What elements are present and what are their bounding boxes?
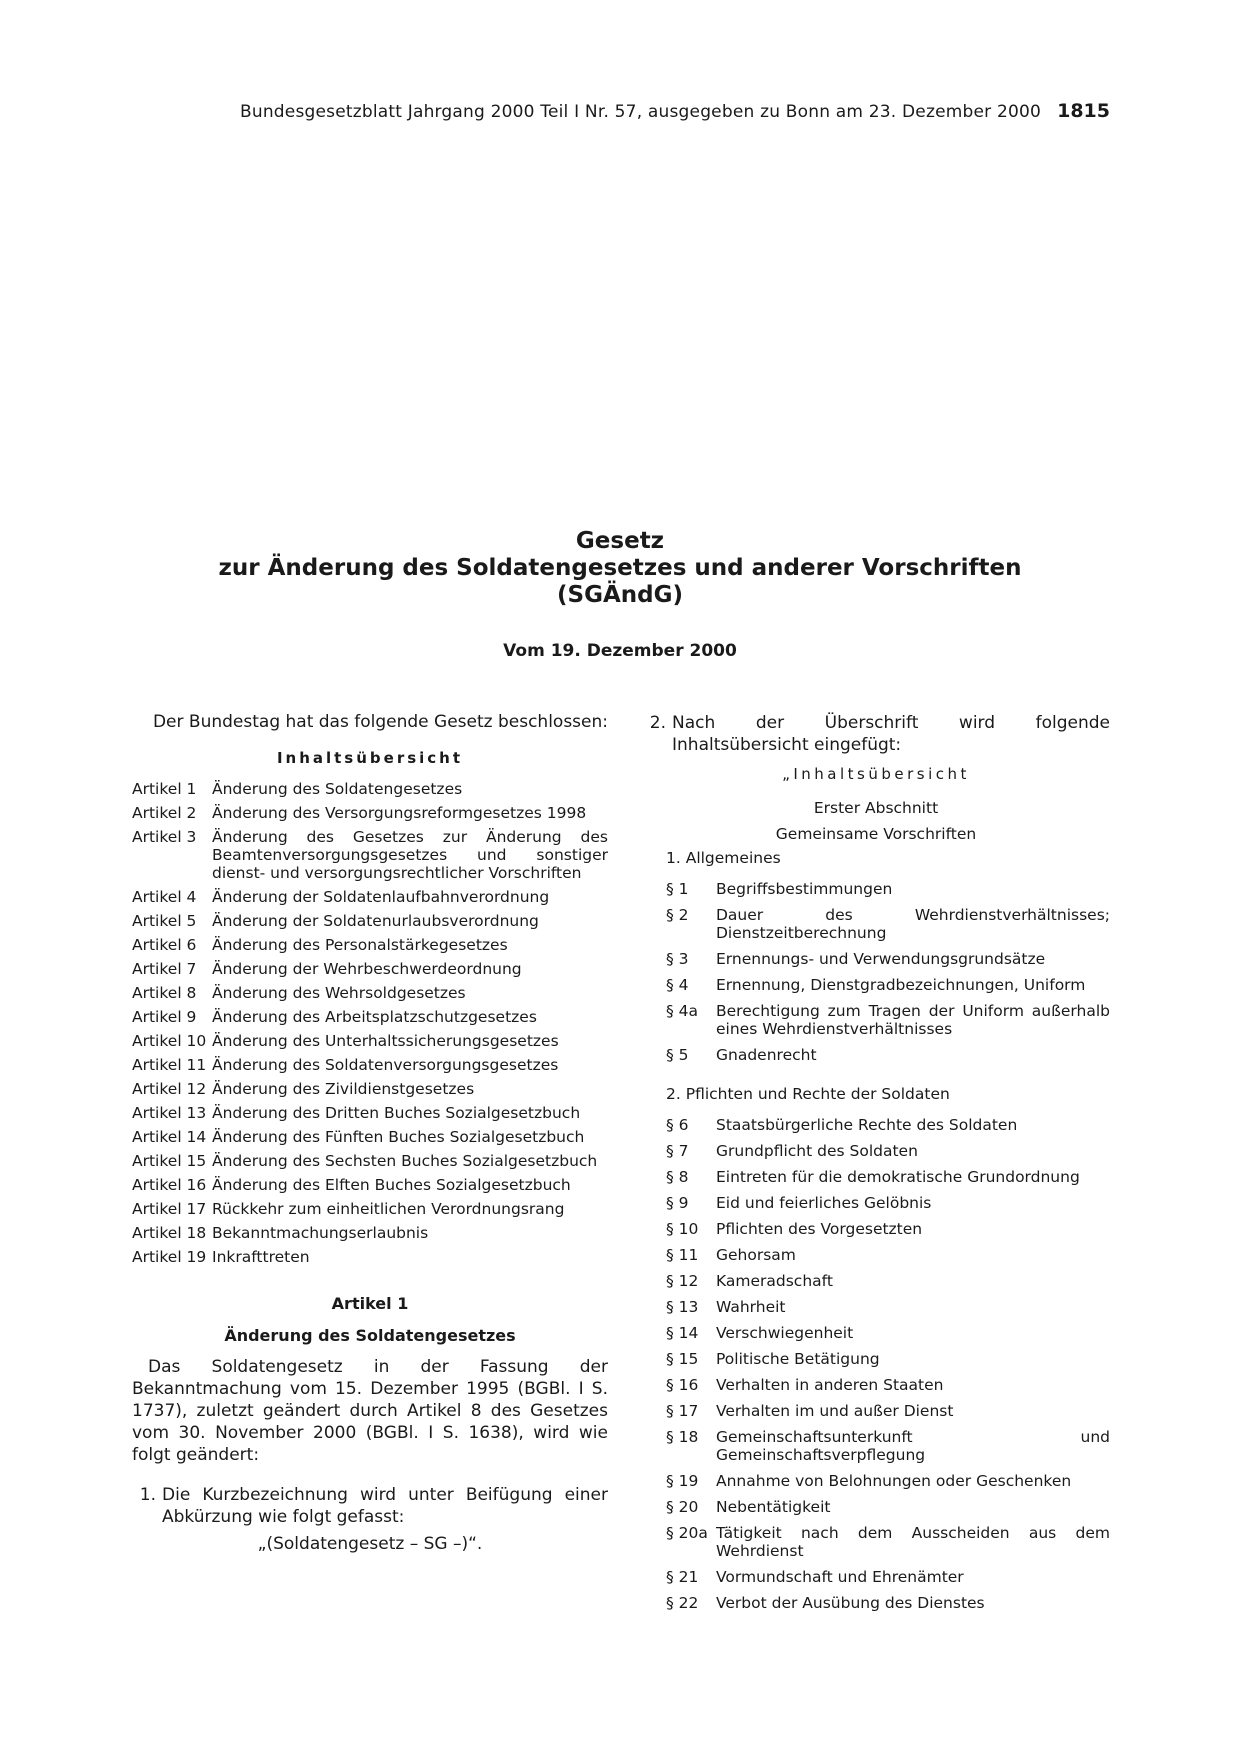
paragraph-entry-text: Gehorsam — [716, 1246, 796, 1264]
paragraph-entry — [666, 906, 1110, 942]
paragraph-entry-label: § 1 — [666, 880, 689, 898]
paragraph-entry — [666, 976, 1110, 994]
toc-entry-text: Änderung des Sechsten Buches Sozialgesetzbuch — [212, 1152, 598, 1170]
toc-entry-label: Artikel 12 — [132, 1080, 207, 1098]
paragraph-entry-label: § 21 — [666, 1568, 699, 1586]
left-column — [132, 712, 608, 1554]
toc-entry-label: Artikel 10 — [132, 1032, 207, 1050]
toc-entry-text: Änderung des Arbeitsplatzschutzgesetzes — [212, 1008, 537, 1026]
toc-entry — [132, 828, 608, 882]
paragraph-entry-label: § 10 — [666, 1220, 699, 1238]
paragraph-entry-label: § 15 — [666, 1350, 699, 1368]
paragraph-entry-text: Tätigkeit nach dem Ausscheiden aus dem Wehrdienst — [716, 1524, 1110, 1560]
toc-entry — [132, 1032, 608, 1050]
paragraph-list-2 — [642, 1116, 1110, 1612]
page-number: 1815 — [1057, 100, 1110, 122]
amendment-item-1 — [132, 1484, 608, 1528]
paragraph-entry-text: Politische Betätigung — [716, 1350, 880, 1368]
toc-entry — [132, 1176, 608, 1194]
toc-entry-label: Artikel 9 — [132, 1008, 197, 1026]
law-title-line-2: zur Änderung des Soldatengesetzes und anderer Vorschriften — [218, 555, 1022, 581]
paragraph-entry-text: Verbot der Ausübung des Dienstes — [716, 1594, 985, 1612]
toc-entry-text: Änderung des Fünften Buches Sozialgesetzbuch — [212, 1128, 585, 1146]
toc-entry — [132, 1008, 608, 1026]
paragraph-entry-label: § 12 — [666, 1272, 699, 1290]
toc-entry-label: Artikel 19 — [132, 1248, 207, 1266]
toc-entry — [132, 936, 608, 954]
toc-entry — [132, 888, 608, 906]
paragraph-entry-label: § 8 — [666, 1168, 689, 1186]
paragraph-entry-label: § 4a — [666, 1002, 699, 1020]
paragraph-entry-text: Dauer des Wehrdienstverhältnisses; Dienstzeitberechnung — [716, 906, 1110, 942]
item-number: 2. — [649, 713, 666, 733]
paragraph-list-1 — [642, 880, 1110, 1064]
paragraph-entry — [666, 1116, 1110, 1134]
section-title: Erster Abschnitt — [813, 799, 939, 817]
paragraph-entry-text: Annahme von Belohnungen oder Geschenken — [716, 1472, 1072, 1490]
item-text: Die Kurzbezeichnung wird unter Beifügung einer Abkürzung wie folgt gefasst: — [162, 1485, 608, 1527]
toc-entry — [132, 1248, 608, 1266]
toc-entry-text: Änderung des Personalstärkegesetzes — [212, 936, 508, 954]
toc-entry-text: Änderung des Wehrsoldgesetzes — [212, 984, 466, 1002]
paragraph-entry — [666, 950, 1110, 968]
toc-entry-text: Inkrafttreten — [212, 1248, 310, 1266]
paragraph-entry — [666, 1524, 1110, 1560]
paragraph-entry — [666, 1002, 1110, 1038]
toc-entry-label: Artikel 8 — [132, 984, 197, 1002]
toc-entry — [132, 780, 608, 798]
paragraph-entry — [666, 1428, 1110, 1464]
paragraph-entry-label: § 13 — [666, 1298, 699, 1316]
paragraph-entry — [666, 1350, 1110, 1368]
toc-entry-label: Artikel 5 — [132, 912, 197, 930]
enactment-clause: Der Bundestag hat das folgende Gesetz beschlossen: — [152, 712, 608, 732]
paragraph-entry-label: § 17 — [666, 1402, 699, 1420]
toc-entry — [132, 912, 608, 930]
toc-entry — [132, 1056, 608, 1074]
paragraph-entry-text: Gemeinschaftsunterkunft und Gemeinschaftsverpflegung — [716, 1428, 1110, 1464]
paragraph-entry-label: § 16 — [666, 1376, 699, 1394]
toc-entry — [132, 1104, 608, 1122]
toc-entry — [132, 1128, 608, 1146]
toc-entry-text: Änderung der Soldatenurlaubsverordnung — [212, 912, 539, 930]
subsection-heading-1: 1. Allgemeines — [666, 849, 781, 867]
toc-entry-text: Änderung des Versorgungsreformgesetzes 1998 — [212, 804, 587, 822]
toc-entry-text: Rückkehr zum einheitlichen Verordnungsrang — [212, 1200, 565, 1218]
paragraph-entry-text: Berechtigung zum Tragen der Uniform außerhalb eines Wehrdienstverhältnisses — [716, 1002, 1110, 1038]
inserted-toc-heading: „Inhaltsübersicht — [782, 765, 970, 783]
paragraph-entry-text: Eintreten für die demokratische Grundordnung — [716, 1168, 1080, 1186]
item-number: 1. — [139, 1485, 156, 1505]
toc-entry-text: Änderung des Zivildienstgesetzes — [212, 1080, 475, 1098]
toc-entry — [132, 1224, 608, 1242]
article-title: Artikel 1 — [331, 1294, 409, 1313]
running-title: Bundesgesetzblatt Jahrgang 2000 Teil I Nr. 57, ausgegeben zu Bonn am 23. Dezember 2000 — [240, 102, 1042, 122]
paragraph-entry — [666, 1472, 1110, 1490]
paragraph-entry-text: Staatsbürgerliche Rechte des Soldaten — [716, 1116, 1018, 1134]
paragraph-entry — [666, 1220, 1110, 1238]
paragraph-entry-text: Eid und feierliches Gelöbnis — [716, 1194, 932, 1212]
toc-entry-label: Artikel 15 — [132, 1152, 207, 1170]
paragraph-entry-text: Wahrheit — [716, 1298, 786, 1316]
toc-entry — [132, 1152, 608, 1170]
subsection-heading-2: 2. Pflichten und Rechte der Soldaten — [666, 1085, 950, 1103]
toc-heading: Inhaltsübersicht — [276, 749, 464, 767]
paragraph-entry-label: § 6 — [666, 1116, 689, 1134]
paragraph-entry-text: Pflichten des Vorgesetzten — [716, 1220, 923, 1238]
toc-entry-label: Artikel 7 — [132, 960, 197, 978]
toc-entry-label: Artikel 11 — [132, 1056, 207, 1074]
paragraph-entry-text: Ernennung, Dienstgradbezeichnungen, Uniform — [716, 976, 1086, 994]
toc-entry-text: Änderung des Unterhaltssicherungsgesetzes — [212, 1032, 559, 1050]
paragraph-entry — [666, 1272, 1110, 1290]
toc-entry-label: Artikel 3 — [132, 828, 197, 846]
amendment-item-2 — [642, 712, 1110, 756]
paragraph-entry — [666, 1298, 1110, 1316]
law-title-block — [200, 528, 1040, 661]
paragraph-entry — [666, 880, 1110, 898]
paragraph-entry-text: Ernennungs- und Verwendungsgrundsätze — [716, 950, 1046, 968]
paragraph-entry-label: § 4 — [666, 976, 689, 994]
paragraph-entry-label: § 22 — [666, 1594, 699, 1612]
paragraph-entry-text: Begriffsbestimmungen — [716, 880, 893, 898]
paragraph-entry — [666, 1568, 1110, 1586]
toc-entry — [132, 1080, 608, 1098]
toc-list — [132, 780, 608, 1266]
paragraph-entry — [666, 1324, 1110, 1342]
item-text: Nach der Überschrift wird folgende Inhaltsübersicht eingefügt: — [672, 713, 1110, 755]
toc-entry-label: Artikel 1 — [132, 780, 197, 798]
toc-entry — [132, 1200, 608, 1218]
law-title-abbreviation: (SGÄndG) — [557, 582, 683, 608]
article-paragraph: Das Soldatengesetz in der Fassung der Bekanntmachung vom 15. Dezember 1995 (BGBl. I S. 1737), zuletzt geändert durch Artikel 8 des Gesetzes vom 30. November 2000 (BGBl. I S. 1638), wird wie folgt geändert: — [132, 1357, 608, 1465]
paragraph-entry-label: § 14 — [666, 1324, 699, 1342]
toc-entry-text: Änderung des Elften Buches Sozialgesetzbuch — [212, 1176, 571, 1194]
toc-entry-label: Artikel 14 — [132, 1128, 207, 1146]
toc-entry-label: Artikel 13 — [132, 1104, 207, 1122]
paragraph-entry-label: § 20a — [666, 1524, 708, 1542]
toc-entry-text: Änderung des Gesetzes zur Änderung des Beamtenversorgungsgesetzes und sonstiger dienst- und versorgungsrechtlicher Vorschriften — [212, 828, 608, 882]
paragraph-entry-label: § 11 — [666, 1246, 699, 1264]
paragraph-entry-label: § 18 — [666, 1428, 699, 1446]
toc-entry-text: Änderung des Dritten Buches Sozialgesetzbuch — [212, 1104, 581, 1122]
paragraph-entry-label: § 2 — [666, 906, 689, 924]
paragraph-entry-label: § 7 — [666, 1142, 689, 1160]
paragraph-entry-text: Grundpflicht des Soldaten — [716, 1142, 918, 1160]
paragraph-entry-label: § 9 — [666, 1194, 689, 1212]
toc-entry-text: Änderung der Wehrbeschwerdeordnung — [212, 960, 522, 978]
paragraph-entry-label: § 5 — [666, 1046, 689, 1064]
paragraph-entry-text: Gnadenrecht — [716, 1046, 817, 1064]
toc-entry — [132, 984, 608, 1002]
toc-entry-text: Bekanntmachungserlaubnis — [212, 1224, 429, 1242]
right-column — [642, 712, 1110, 1620]
paragraph-entry-text: Verschwiegenheit — [716, 1324, 854, 1342]
toc-entry-text: Änderung des Soldatengesetzes — [212, 780, 463, 798]
paragraph-entry-text: Vormundschaft und Ehrenämter — [716, 1568, 964, 1586]
paragraph-entry — [666, 1168, 1110, 1186]
toc-entry-text: Änderung des Soldatenversorgungsgesetzes — [212, 1056, 559, 1074]
toc-entry-label: Artikel 4 — [132, 888, 197, 906]
toc-entry-label: Artikel 6 — [132, 936, 197, 954]
paragraph-entry-text: Kameradschaft — [716, 1272, 833, 1290]
paragraph-entry-text: Nebentätigkeit — [716, 1498, 831, 1516]
paragraph-entry-text: Verhalten im und außer Dienst — [716, 1402, 954, 1420]
article-subtitle: Änderung des Soldatengesetzes — [224, 1326, 516, 1345]
paragraph-entry-label: § 20 — [666, 1498, 699, 1516]
law-date: Vom 19. Dezember 2000 — [503, 641, 737, 661]
toc-entry-label: Artikel 17 — [132, 1200, 207, 1218]
paragraph-entry-label: § 19 — [666, 1472, 699, 1490]
toc-entry-text: Änderung der Soldatenlaufbahnverordnung — [212, 888, 550, 906]
paragraph-entry — [666, 1246, 1110, 1264]
paragraph-entry — [666, 1498, 1110, 1516]
paragraph-entry-label: § 3 — [666, 950, 689, 968]
toc-entry-label: Artikel 18 — [132, 1224, 207, 1242]
paragraph-entry — [666, 1402, 1110, 1420]
paragraph-entry — [666, 1376, 1110, 1394]
section-subtitle: Gemeinsame Vorschriften — [775, 825, 977, 843]
short-title-quote: „(Soldatengesetz – SG –)“. — [257, 1534, 483, 1554]
running-header — [240, 100, 1110, 122]
toc-entry-label: Artikel 16 — [132, 1176, 207, 1194]
paragraph-entry — [666, 1594, 1110, 1612]
toc-entry — [132, 804, 608, 822]
paragraph-entry-text: Verhalten in anderen Staaten — [716, 1376, 944, 1394]
law-title-line-1: Gesetz — [575, 528, 665, 554]
paragraph-entry — [666, 1046, 1110, 1064]
paragraph-entry — [666, 1194, 1110, 1212]
paragraph-entry — [666, 1142, 1110, 1160]
toc-entry-label: Artikel 2 — [132, 804, 197, 822]
toc-entry — [132, 960, 608, 978]
